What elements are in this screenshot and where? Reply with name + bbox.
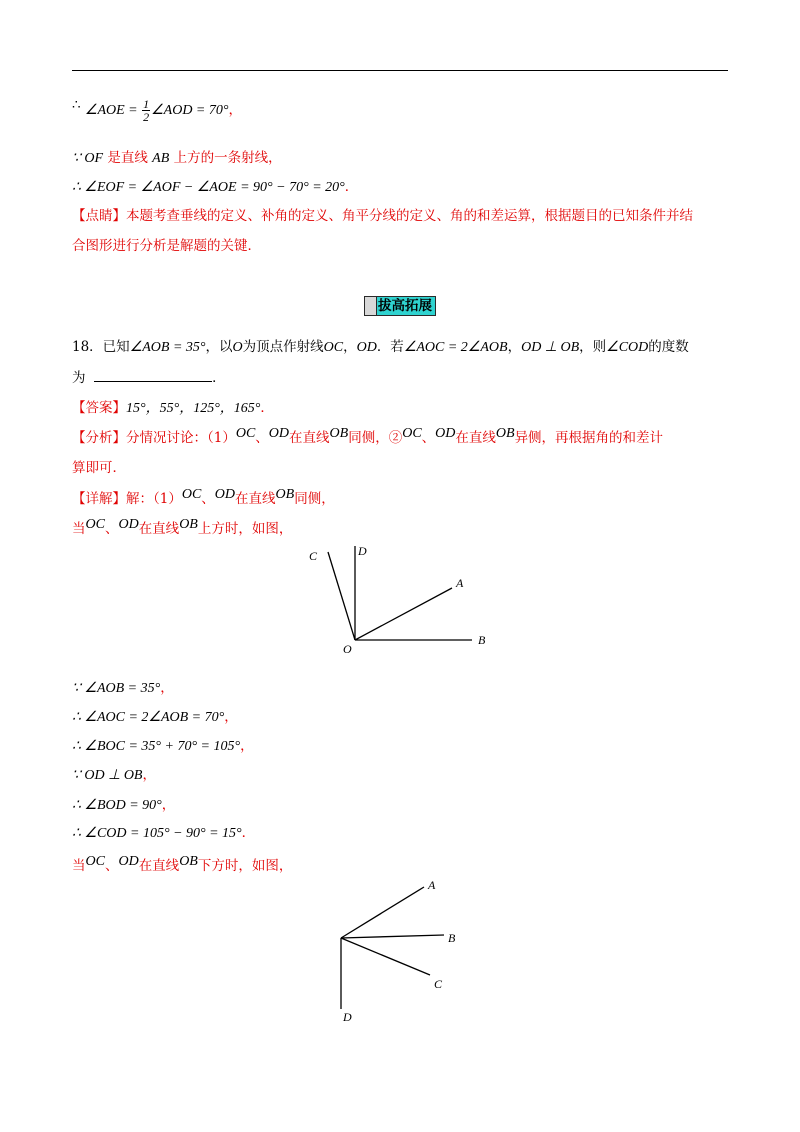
analysis-text: 异侧，再根据角的和差计 — [514, 430, 664, 446]
therefore-symbol: ∴ — [72, 97, 85, 113]
question-text: 为顶点作射线 — [242, 339, 324, 355]
detail-text: 、 — [104, 858, 119, 874]
math-expr: ∴ ∠BOC = 35° + 70° = 105° — [72, 739, 241, 754]
punctuation: ， — [161, 797, 176, 813]
label-a: A — [428, 878, 436, 892]
punctuation: ． — [212, 370, 226, 386]
math-expr: OD — [118, 854, 139, 869]
punctuation: ． — [241, 825, 256, 841]
analysis-line-2: 算即可． — [72, 460, 126, 476]
figure-case-2 — [320, 875, 470, 1030]
solution-step — [72, 707, 238, 728]
detail-text: 、 — [104, 521, 119, 537]
math-expr: ∠AOE = — [84, 103, 142, 118]
analysis-text: 、 — [421, 430, 436, 446]
label-b: B — [448, 931, 456, 945]
ray-ob — [341, 935, 444, 938]
math-expr: ∠AOB = 35° — [129, 340, 206, 355]
detail-text: 上方时，如图， — [197, 521, 293, 537]
detail-text: 在直线 — [138, 521, 180, 537]
punctuation: ， — [160, 680, 174, 696]
prev-step-1 — [72, 98, 242, 123]
ray-oc — [341, 938, 430, 975]
math-expr: ∠COD — [606, 340, 649, 355]
math-expr: OD — [118, 517, 139, 532]
detail-text: 当 — [72, 858, 86, 874]
math-expr: OB — [179, 854, 198, 869]
question-text: ，则 — [579, 339, 607, 355]
solution-step — [72, 795, 175, 816]
math-expr: ∴ ∠COD = 105° − 90° = 15° — [72, 826, 242, 841]
detail-label: 【详解】解：（1） — [72, 491, 182, 507]
answer-label: 【答案】 — [72, 400, 126, 416]
math-expr: OC — [181, 487, 202, 502]
heading-text: 拔高拓展 — [378, 298, 432, 314]
punctuation: ， — [240, 738, 254, 754]
step-text: 上方的一条射线， — [169, 150, 282, 166]
answer-line — [72, 398, 274, 419]
label-b: B — [478, 633, 486, 647]
math-expr: OD ⊥ OB — [521, 340, 580, 355]
fraction-numerator: 1 — [143, 97, 150, 111]
prev-step-3 — [72, 177, 358, 198]
math-expr: ∴ ∠BOD = 90° — [72, 798, 162, 813]
math-expr: OD — [356, 340, 377, 355]
question-line-1 — [72, 337, 689, 358]
question-text: 的度数 — [648, 339, 689, 355]
math-expr: OD — [214, 487, 236, 502]
math-expr: OB — [275, 487, 295, 502]
math-expr: OD — [435, 426, 456, 441]
fraction-denominator: 2 — [143, 110, 150, 124]
punctuation: ． — [260, 400, 274, 416]
math-expr: OD — [268, 426, 290, 441]
analysis-line-1 — [72, 428, 663, 449]
punctuation: ， — [228, 102, 242, 118]
math-expr: OC — [323, 340, 344, 355]
step-text: 是直线 — [103, 150, 153, 166]
case2-line — [72, 856, 292, 877]
heading-box — [364, 296, 377, 316]
math-expr: ∴ ∠AOC = 2∠AOB = 70° — [72, 710, 225, 725]
solution-step — [72, 765, 156, 786]
detail-text: 在直线 — [235, 491, 276, 507]
math-expr: OC — [85, 517, 105, 532]
question-text: ．若 — [376, 339, 404, 355]
ray-oa — [341, 887, 424, 938]
label-o: O — [343, 642, 352, 656]
punctuation: ， — [224, 709, 238, 725]
math-expr: OC — [402, 426, 422, 441]
fraction — [142, 98, 150, 123]
analysis-text: 同侧，② — [348, 430, 403, 446]
question-text: ，以 — [205, 339, 233, 355]
case1-line — [72, 519, 292, 540]
math-expr: ∵ OD ⊥ OB — [72, 768, 143, 783]
label-a: A — [456, 576, 464, 590]
math-expr: ∵ ∠AOB = 35° — [72, 681, 161, 696]
math-expr: OC — [85, 854, 105, 869]
detail-line-1 — [72, 489, 335, 510]
section-heading — [364, 296, 436, 316]
question-text: ， — [343, 339, 357, 355]
label-d: D — [343, 1010, 352, 1024]
math-expr: OC — [235, 426, 256, 441]
detail-text: 、 — [201, 491, 215, 507]
detail-text: 同侧， — [294, 491, 335, 507]
punctuation: ． — [344, 179, 359, 195]
question-text: 为 — [72, 370, 86, 386]
answer-blank — [94, 369, 212, 382]
question-line-2 — [72, 368, 226, 388]
question-number: 18．已知 — [72, 339, 130, 355]
math-expr: ∠AOC = 2∠AOB — [403, 340, 508, 355]
ray-oc — [328, 552, 355, 640]
math-expr: OB — [495, 426, 515, 441]
math-expr: OB — [179, 517, 198, 532]
label-c: C — [434, 977, 443, 991]
math-expr: ∵ OF — [72, 151, 104, 166]
math-expr: OB — [329, 426, 349, 441]
analysis-text: 在直线 — [455, 430, 496, 446]
comment-line-1: 【点睛】本题考查垂线的定义、补角的定义、角平分线的定义、角的和差运算，根据题目的已知条件并结 — [72, 208, 693, 224]
solution-step — [72, 678, 174, 699]
answer-value: 15°，55°，125°，165° — [126, 401, 261, 416]
header-rule — [72, 70, 728, 71]
label-d: D — [358, 544, 367, 558]
analysis-text: 在直线 — [289, 430, 330, 446]
question-text: ， — [507, 339, 522, 355]
analysis-label: 【分析】分情况讨论：（1） — [72, 430, 236, 446]
detail-text: 在直线 — [138, 858, 180, 874]
math-expr: AB — [152, 151, 170, 166]
solution-step — [72, 736, 254, 757]
comment-line-2: 合图形进行分析是解题的关键． — [72, 238, 261, 254]
solution-step — [72, 823, 255, 844]
figure-case-1 — [300, 540, 500, 660]
detail-text: 当 — [72, 521, 86, 537]
math-expr: ∠AOD = 70° — [151, 103, 229, 118]
prev-step-2 — [72, 148, 282, 169]
analysis-text: 、 — [255, 430, 269, 446]
detail-text: 下方时，如图， — [197, 858, 293, 874]
ray-oa — [355, 588, 452, 640]
math-expr: O — [232, 340, 243, 355]
label-c: C — [309, 549, 318, 563]
math-expr: ∴ ∠EOF = ∠AOF − ∠AOE = 90° − 70° = 20° — [72, 180, 345, 195]
punctuation: ， — [142, 767, 156, 783]
